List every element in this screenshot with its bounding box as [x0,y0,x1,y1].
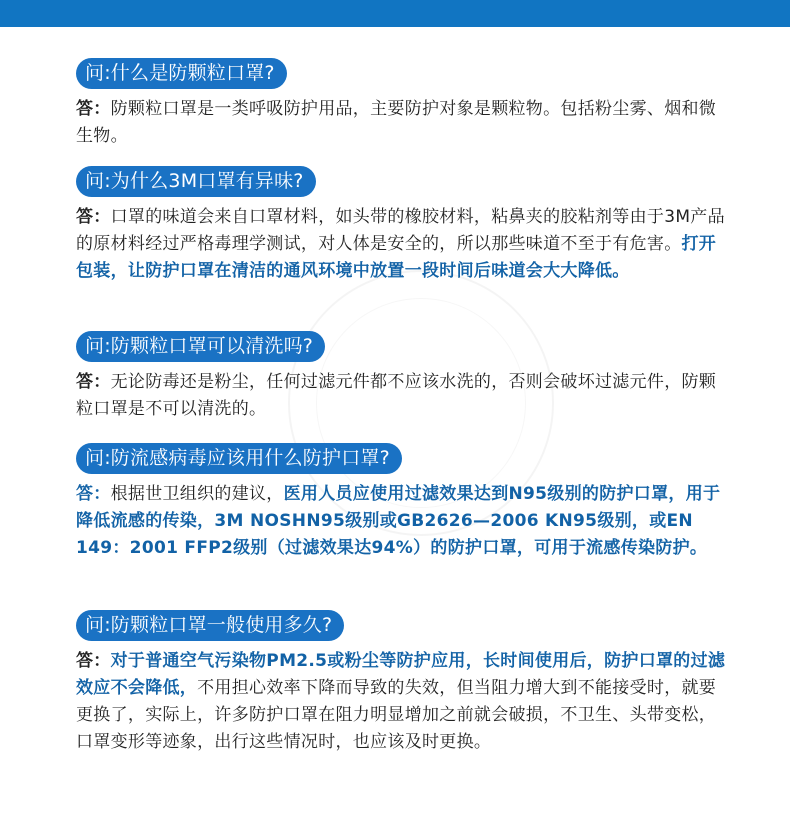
answer-highlight-text: 对于普通空气污染物PM2.5或粉尘等防护应用，长时间使用后，防护口罩的过滤效应不会降低， [76,651,726,698]
faq-answer [76,96,726,150]
answer-label: 答： [76,484,111,504]
answer-label: 答： [76,99,111,119]
answer-highlight-text: 打开包装，让防护口罩在清洁的通风环境中放置一段时间后味道会大大降低。 [76,234,717,281]
top-banner [0,0,790,27]
faq-answer [76,204,726,285]
faq-question-pill: 问:什么是防颗粒口罩? [76,58,287,89]
answer-text: 根据世卫组织的建议， [110,484,284,504]
answer-label: 答： [76,207,111,227]
faq-answer [76,481,726,562]
faq-question-pill: 问:为什么3M口罩有异味? [76,166,316,197]
answer-text: 不用担心效率下降而导致的失效，但当阻力增大到不能接受时，就要更换了，实际上，许多防护口罩在阻力明显增加之前就会破损，不卫生、头带变松，口罩变形等迹象，出行这些情况时，也应该及时更换。 [76,678,717,752]
answer-text: 无论防毒还是粉尘，任何过滤元件都不应该水洗的，否则会破坏过滤元件，防颗粒口罩是不可以清洗的。 [76,372,717,419]
faq-answer [76,369,726,423]
answer-highlight-text: 医用人员应使用过滤效果达到N95级别的防护口罩，用于降低流感的传染，3M NOSHN95级别或GB2626—2006 KN95级别，或EN 149：2001 FFP2级别（过滤效果达94%）的防护口罩，可用于流感传染防护。 [76,484,721,558]
faq-question-pill: 问:防颗粒口罩可以清洗吗? [76,331,325,362]
answer-label: 答： [76,651,111,671]
faq-answer [76,648,726,756]
faq-question-pill: 问:防颗粒口罩一般使用多久? [76,610,344,641]
answer-text: 防颗粒口罩是一类呼吸防护用品，主要防护对象是颗粒物。包括粉尘雾、烟和微生物。 [76,99,717,146]
answer-text: 口罩的味道会来自口罩材料，如头带的橡胶材料，粘鼻夹的胶粘剂等由于3M产品的原材料经过严格毒理学测试，对人体是安全的，所以那些味道不至于有危害。 [76,207,725,254]
answer-label: 答： [76,372,111,392]
faq-question-pill: 问:防流感病毒应该用什么防护口罩? [76,443,402,474]
